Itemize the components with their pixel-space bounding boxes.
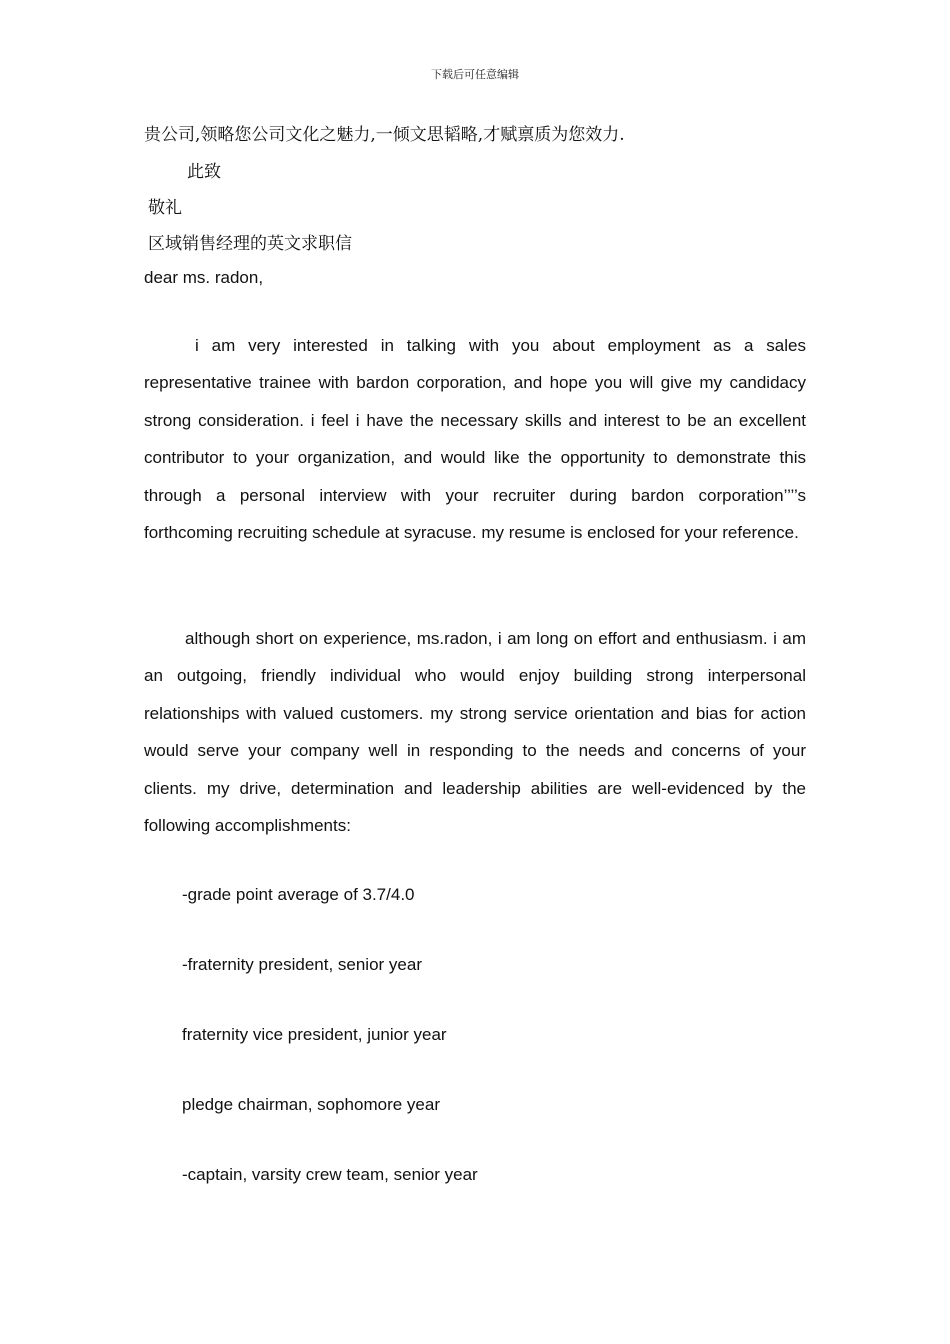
chinese-line: 贵公司,领略您公司文化之魅力,一倾文思韬略,才赋禀质为您效力. bbox=[144, 125, 625, 145]
closing-regards: 敬礼 bbox=[148, 198, 182, 218]
letter-paragraph-1: i am very interested in talking with you about employment as a sales representative trainee with bardon corporation, and hope you will give my candidacy strong consideration. i feel i have the necessary skills and interest to be an excellent contributor to your organization, and would like the opportunity to demonstrate this through a personal interview with your recruiter during bardon corporation’’’’s forthcoming recruiting schedule at syracuse. my resume is enclosed for your reference. bbox=[144, 336, 806, 543]
accomplishment-item: pledge chairman, sophomore year bbox=[182, 1095, 440, 1114]
letter-salutation: dear ms. radon, bbox=[144, 268, 264, 287]
page-header-note: 下载后可任意编辑 bbox=[431, 68, 519, 81]
accomplishment-item: fraternity vice president, junior year bbox=[182, 1025, 447, 1044]
accomplishment-item: -grade point average of 3.7/4.0 bbox=[182, 885, 415, 904]
section-title: 区域销售经理的英文求职信 bbox=[148, 234, 352, 254]
accomplishment-item: -captain, varsity crew team, senior year bbox=[182, 1165, 478, 1184]
accomplishment-item: -fraternity president, senior year bbox=[182, 955, 422, 974]
letter-paragraph-2: although short on experience, ms.radon, i am long on effort and enthusiasm. i am an outgoing, friendly individual who would enjoy building strong interpersonal relationships with valued customers. my strong service orientation and bias for action would serve your company well in responding to the needs and concerns of your clients. my drive, determination and leadership abilities are well-evidenced by the following accomplishments: bbox=[144, 629, 806, 836]
closing-salutation: 此致 bbox=[187, 162, 221, 182]
